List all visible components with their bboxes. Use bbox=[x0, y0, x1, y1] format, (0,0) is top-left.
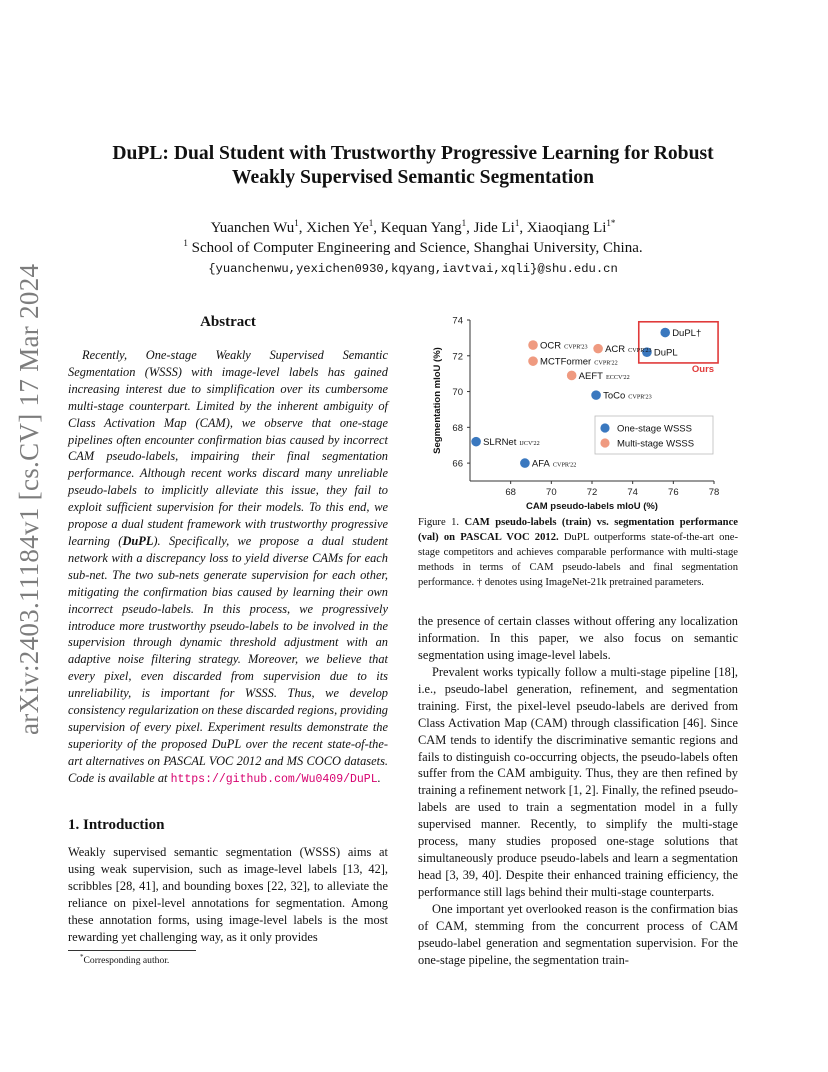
right-paragraph-2: Prevalent works typically follow a multi-stage pipeline [18], i.e., pseudo-label generation, refinement, and segmentation training. First, the pixel-level pseudo-labels are derived from Class Activation Map (CAM) through classification [46]. Since CAM tends to identify the discriminative semantic regions and fails to distinguish co-occurring objects, the pseudo-labels often suffer from the CAM ambiguity. Thus, they are then refined by training a refinement network [1, 2]. Finally, the refined pseudo-labels are used to train a segmentation model in a fully supervised manner. Recently, to simplify the multi-stage process, many studies proposed one-stage solutions that simultaneously produce pseudo-labels and learn a segmentation head [3, 39, 40]. Despite their enhanced training efficiency, the performance still lags behind their multi-stage counterparts. bbox=[418, 665, 738, 899]
y-tick-label: 68 bbox=[452, 422, 463, 434]
x-tick-label: 74 bbox=[627, 487, 638, 498]
x-tick-label: 72 bbox=[586, 487, 598, 498]
right-paragraph-3: One important yet overlooked reason is the confirmation bias of CAM, stemming from the concurrent process of CAM pseudo-label generation and segmentation supervision. For the one-stage pipeline, the segmentation train- bbox=[418, 902, 738, 967]
point-venue: CVPR'23 bbox=[564, 343, 588, 351]
footnote-rule bbox=[68, 950, 196, 951]
caption-text: DuPL outperforms state-of-the-art one-stage competitors and achieves comparable performance with multi-stage methods in terms of CAM pseudo-labels and final segmentation performance. † denotes using ImageNet-21k pretrained parameters. bbox=[418, 532, 739, 588]
legend-marker bbox=[600, 438, 609, 447]
caption-bold: CAM pseudo-labels (train) vs. segmentation performance (val) on PASCAL VOC 2012. bbox=[418, 517, 738, 543]
point-name: DuPL† bbox=[672, 328, 702, 340]
point-name: MCTFormer bbox=[540, 356, 592, 368]
point-label bbox=[483, 437, 540, 448]
y-tick-label: 66 bbox=[452, 458, 463, 470]
point-label bbox=[654, 348, 678, 359]
footnote: *Corresponding author. bbox=[80, 953, 170, 967]
legend-label: Multi-stage WSSS bbox=[617, 438, 695, 450]
scatter-point bbox=[528, 340, 538, 350]
x-axis-label: CAM pseudo-labels mIoU (%) bbox=[526, 501, 658, 512]
affiliation bbox=[80, 239, 746, 258]
point-venue: IJCV'22 bbox=[519, 440, 540, 448]
code-link[interactable]: https://github.com/Wu0409/DuPL bbox=[170, 772, 378, 786]
abstract-body: Recently, One-stage Weakly Supervised Semantic Segmentation (WSSS) with image-level labels has gained increasing interest due to simplification over its cumbersome multi-stage counterpart. Limited by the inherent ambiguity of Class Activation Map (CAM), we observe that one-stage pipelines often encounter confirmation bias caused by incorrect CAM pseudo-labels, impairing their final segmentation performance. Although recent works discard many unreliable pseudo-labels to implicitly alleviate this issue, they fail to exploit sufficient supervision for their models. To this end, we propose a dual student framework with trustworthy progressive learning (DuPL). Specifically, we propose a dual student network with a discrepancy loss to yield diverse CAMs for each sub-net. The two sub-nets generate supervision for each other, mitigating the confirmation bias caused by learning their own incorrect pseudo-labels. In this process, we progressively introduce more trustworthy pseudo-labels to be involved in the supervision through dynamic threshold adjustment with an adaptive noise filtering strategy. Moreover, we believe that every pixel, even discarded from supervision due to its unreliability, is important for WSSS. Thus, we develop consistency regularization on these discarded regions, providing supervision of every pixel. Experiment results demonstrate the superiority of the proposed DuPL over the recent state-of-the-art alternatives on PASCAL VOC 2012 and MS COCO datasets. Code is available at https://github.com/Wu0409/DuPL. bbox=[68, 348, 388, 786]
footnote-text: Corresponding author. bbox=[83, 955, 170, 967]
arxiv-identifier: arXiv:2403.11184v1 [cs.CV] 17 Mar 2024 bbox=[14, 263, 44, 735]
y-tick-label: 70 bbox=[452, 387, 463, 399]
x-tick-label: 68 bbox=[505, 487, 516, 498]
author-affiliation-mark: 1 bbox=[461, 218, 467, 228]
title-line-2: Weakly Supervised Semantic Segmentation bbox=[232, 167, 594, 188]
scatter-point bbox=[528, 356, 538, 366]
author-list: Yuanchen Wu$^1$, Xichen Ye$^1$, Kequan Yang$^1$, Jide Li$^1$, Xiaoqiang $Li^{1*}$ bbox=[210, 218, 616, 236]
x-tick-label: 76 bbox=[668, 487, 679, 498]
y-tick-label: 74 bbox=[452, 315, 463, 327]
figure-1-chart bbox=[418, 308, 728, 513]
author-name: Yuanchen Wu bbox=[210, 220, 295, 236]
section-heading-introduction: 1. Introduction bbox=[68, 817, 165, 833]
author-emails: {yuanchenwu,yexichen0930,kqyang,iavtvai,xqli}@shu.edu.cn bbox=[208, 262, 618, 276]
point-label bbox=[579, 371, 630, 382]
x-tick-label: 78 bbox=[708, 487, 720, 498]
legend-marker bbox=[600, 423, 609, 432]
right-paragraph-1: the presence of certain classes without offering any localization information. In this paper, we also focus on semantic segmentation using image-level labels. bbox=[418, 614, 738, 662]
legend-label: One-stage WSSS bbox=[617, 423, 692, 435]
y-tick-label: 72 bbox=[452, 351, 463, 363]
abstract-text-2: ). Specifically, we propose a dual student network with a discrepancy loss to yield diverse CAMs for each sub-net. The two sub-nets generate supervision for each other, mitigating the confirmation bias caused by learning their own incorrect pseudo-labels. In this process, we progressively introduce more trustworthy pseudo-labels to be involved in the supervision through dynamic threshold adjustment with an adaptive noise filtering strategy. Moreover, we believe that every pixel, even discarded from supervision due to its unreliability, is important for WSSS. Thus, we develop consistency regularization on these discarded regions, providing supervision of every pixel. Experiment results demonstrate the superiority of the proposed DuPL over the recent state-of-the-art alternatives on PASCAL VOC 2012 and MS COCO datasets. Code is available at bbox=[68, 533, 388, 785]
point-name: OCR bbox=[540, 340, 562, 352]
point-venue: CVPR'22 bbox=[594, 359, 618, 367]
point-venue: CVPR'22 bbox=[552, 461, 577, 469]
author-affiliation-mark: 1 bbox=[368, 218, 374, 228]
point-name: ACR bbox=[605, 344, 626, 356]
point-name: DuPL bbox=[653, 347, 678, 359]
point-venue: CVPR'23 bbox=[628, 347, 652, 355]
abstract-text-1: Recently, One-stage Weakly Supervised Semantic Segmentation (WSSS) with image-level labels has gained increasing interest due to simplification over its cumbersome multi-stage counterpart. Limited by the inherent ambiguity of Class Activation Map (CAM), we observe that one-stage pipelines often encounter confirmation bias caused by incorrect CAM pseudo-labels, impairing their final segmentation performance. Although recent works discard many unreliable pseudo-labels to implicitly alleviate this issue, they fail to exploit sufficient supervision for their models. To this end, we propose a dual student framework with trustworthy progressive learning ( bbox=[68, 348, 388, 548]
author-name: Jide Li bbox=[473, 220, 515, 236]
affiliation-text: School of Computer Engineering and Science, Shanghai University, China. bbox=[191, 240, 643, 256]
scatter-point bbox=[660, 328, 670, 338]
point-label bbox=[605, 344, 652, 355]
caption-label: Figure 1. bbox=[418, 517, 460, 528]
y-axis-label: Segmentation mIoU (%) bbox=[432, 347, 443, 454]
scatter-point bbox=[593, 344, 603, 354]
ours-label: Ours bbox=[691, 363, 715, 375]
point-label bbox=[540, 357, 618, 368]
point-venue: ECCV'22 bbox=[605, 373, 630, 381]
author-name: Xiaoqiang Li bbox=[526, 220, 607, 236]
author-name: Kequan Yang bbox=[380, 220, 462, 236]
author-affiliation-mark: 1 bbox=[514, 218, 520, 228]
point-name: ToCo bbox=[603, 390, 626, 402]
x-tick-label: 70 bbox=[546, 487, 557, 498]
scatter-point bbox=[471, 437, 481, 447]
abstract-method-name: DuPL bbox=[122, 533, 154, 548]
author-name: Xichen Ye bbox=[306, 220, 369, 236]
scatter-point bbox=[591, 390, 601, 400]
point-name: SLRNet bbox=[483, 437, 517, 449]
paper-title bbox=[80, 142, 746, 190]
figure-caption bbox=[418, 515, 738, 590]
point-name: AEFT bbox=[578, 370, 603, 382]
author-affiliation-mark: 1* bbox=[606, 218, 616, 228]
point-venue: CVPR'23 bbox=[628, 393, 652, 401]
point-label bbox=[603, 391, 652, 402]
abstract-heading: Abstract bbox=[200, 314, 256, 330]
point-label bbox=[540, 341, 588, 352]
author-affiliation-mark: 1 bbox=[294, 218, 299, 228]
affiliation-mark: 1 bbox=[183, 238, 188, 248]
point-label bbox=[672, 328, 701, 339]
introduction-paragraph: Weakly supervised semantic segmentation (WSSS) aims at using weak supervision, such as image-level labels [13, 42], scribbles [28, 41], and bounding boxes [22, 32], to alleviate the reliance on pixel-level annotations for segmentation. Among these annotation forms, using image-level labels is the most rewarding yet challenging way, as it only provides bbox=[68, 845, 388, 945]
point-name: AFA bbox=[531, 458, 550, 470]
scatter-point bbox=[520, 458, 530, 468]
point-label bbox=[532, 459, 576, 470]
scatter-point bbox=[567, 371, 577, 381]
title-line-1: DuPL: Dual Student with Trustworthy Progressive Learning for Robust bbox=[112, 143, 714, 164]
